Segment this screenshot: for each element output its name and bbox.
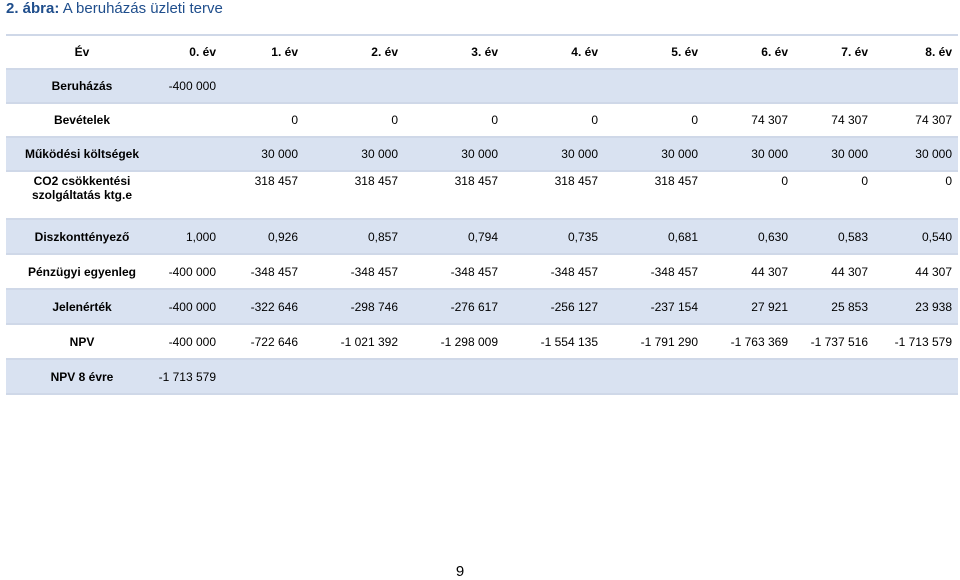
table-cell: -1 554 135 [504, 324, 604, 359]
table-cell: 0,583 [794, 219, 874, 254]
table-cell: 0 [222, 103, 304, 137]
table-cell: -400 000 [158, 324, 222, 359]
table-cell: 30 000 [222, 137, 304, 171]
table-cell [158, 171, 222, 219]
table-cell: 0 [874, 171, 958, 219]
header-cell: 8. év [874, 35, 958, 69]
table-cell: 0,794 [404, 219, 504, 254]
table-cell: -348 457 [604, 254, 704, 289]
table-cell: 0,540 [874, 219, 958, 254]
table-cell: 30 000 [704, 137, 794, 171]
table-cell: 74 307 [874, 103, 958, 137]
table-cell: 0,735 [504, 219, 604, 254]
table-cell: 30 000 [504, 137, 604, 171]
table-cell [794, 359, 874, 394]
table-row [6, 359, 958, 394]
table-cell: -1 737 516 [794, 324, 874, 359]
row-label: Pénzügyi egyenleg [6, 254, 158, 289]
table-cell: -322 646 [222, 289, 304, 324]
table-cell [222, 359, 304, 394]
table-cell: 0 [794, 171, 874, 219]
business-plan-table [6, 34, 958, 395]
table-cell: 318 457 [222, 171, 304, 219]
caption-title: A beruházás üzleti terve [62, 0, 223, 17]
table-cell: 30 000 [404, 137, 504, 171]
table-cell [404, 69, 504, 103]
table-cell: 0,681 [604, 219, 704, 254]
header-cell: 1. év [222, 35, 304, 69]
table-cell: 318 457 [604, 171, 704, 219]
table-cell: 25 853 [794, 289, 874, 324]
table-row [6, 324, 958, 359]
table-cell [704, 359, 794, 394]
table-cell [874, 69, 958, 103]
table-cell: 318 457 [304, 171, 404, 219]
table-cell [504, 69, 604, 103]
table-cell: -348 457 [404, 254, 504, 289]
table-cell: 0,857 [304, 219, 404, 254]
table-cell [304, 359, 404, 394]
table-cell: 74 307 [794, 103, 874, 137]
table-cell: 30 000 [604, 137, 704, 171]
table-cell [158, 137, 222, 171]
table-cell: 44 307 [794, 254, 874, 289]
table-row [6, 219, 958, 254]
table-cell: -276 617 [404, 289, 504, 324]
header-cell: 0. év [158, 35, 222, 69]
table-cell: 0,926 [222, 219, 304, 254]
table-row [6, 137, 958, 171]
table-cell [404, 359, 504, 394]
table-cell: 0 [304, 103, 404, 137]
row-label: NPV [6, 324, 158, 359]
table-cell: 318 457 [504, 171, 604, 219]
row-label: CO2 csökkentési szolgáltatás ktg.e [6, 171, 158, 219]
table-cell: 23 938 [874, 289, 958, 324]
table-cell: 1,000 [158, 219, 222, 254]
header-cell: 5. év [604, 35, 704, 69]
table-cell: 0 [604, 103, 704, 137]
header-cell: 7. év [794, 35, 874, 69]
table-cell: -1 021 392 [304, 324, 404, 359]
table-row [6, 103, 958, 137]
figure-caption [6, 0, 223, 18]
table-cell: -1 791 290 [604, 324, 704, 359]
table-cell: -400 000 [158, 289, 222, 324]
row-label: NPV 8 évre [6, 359, 158, 394]
table-cell: -1 713 579 [158, 359, 222, 394]
table-cell: -400 000 [158, 69, 222, 103]
table-cell [704, 69, 794, 103]
header-cell: 4. év [504, 35, 604, 69]
table-cell [222, 69, 304, 103]
header-cell: 2. év [304, 35, 404, 69]
table-cell: 0 [704, 171, 794, 219]
row-label: Bevételek [6, 103, 158, 137]
table-row [6, 69, 958, 103]
table-cell: -237 154 [604, 289, 704, 324]
table-cell: 0 [504, 103, 604, 137]
table-cell: 27 921 [704, 289, 794, 324]
table-cell: -348 457 [222, 254, 304, 289]
row-label: Diszkonttényező [6, 219, 158, 254]
row-label: Beruházás [6, 69, 158, 103]
table-cell: 74 307 [704, 103, 794, 137]
table-cell: 30 000 [794, 137, 874, 171]
table-cell [794, 69, 874, 103]
table-cell: 30 000 [304, 137, 404, 171]
table-header-row [6, 35, 958, 69]
header-label: Év [6, 35, 158, 69]
table-cell [604, 69, 704, 103]
table-cell: -1 298 009 [404, 324, 504, 359]
table-cell: -348 457 [504, 254, 604, 289]
table-cell: -348 457 [304, 254, 404, 289]
table-row [6, 289, 958, 324]
table-cell [304, 69, 404, 103]
table-cell: -1 763 369 [704, 324, 794, 359]
table-cell [158, 103, 222, 137]
caption-label: 2. ábra: [6, 0, 60, 17]
header-cell: 6. év [704, 35, 794, 69]
header-cell: 3. év [404, 35, 504, 69]
table-cell [874, 359, 958, 394]
table-cell: -722 646 [222, 324, 304, 359]
table-cell: -298 746 [304, 289, 404, 324]
table-cell: -400 000 [158, 254, 222, 289]
row-label: Jelenérték [6, 289, 158, 324]
row-label: Működési költségek [6, 137, 158, 171]
table-cell: -256 127 [504, 289, 604, 324]
table-cell: 44 307 [874, 254, 958, 289]
table-cell [504, 359, 604, 394]
table-row [6, 171, 958, 219]
table-cell: -1 713 579 [874, 324, 958, 359]
page-number: 9 [455, 563, 465, 580]
table-row [6, 254, 958, 289]
table-cell: 0,630 [704, 219, 794, 254]
table-cell: 318 457 [404, 171, 504, 219]
table-cell: 0 [404, 103, 504, 137]
table-cell: 30 000 [874, 137, 958, 171]
table-cell [604, 359, 704, 394]
table-cell: 44 307 [704, 254, 794, 289]
